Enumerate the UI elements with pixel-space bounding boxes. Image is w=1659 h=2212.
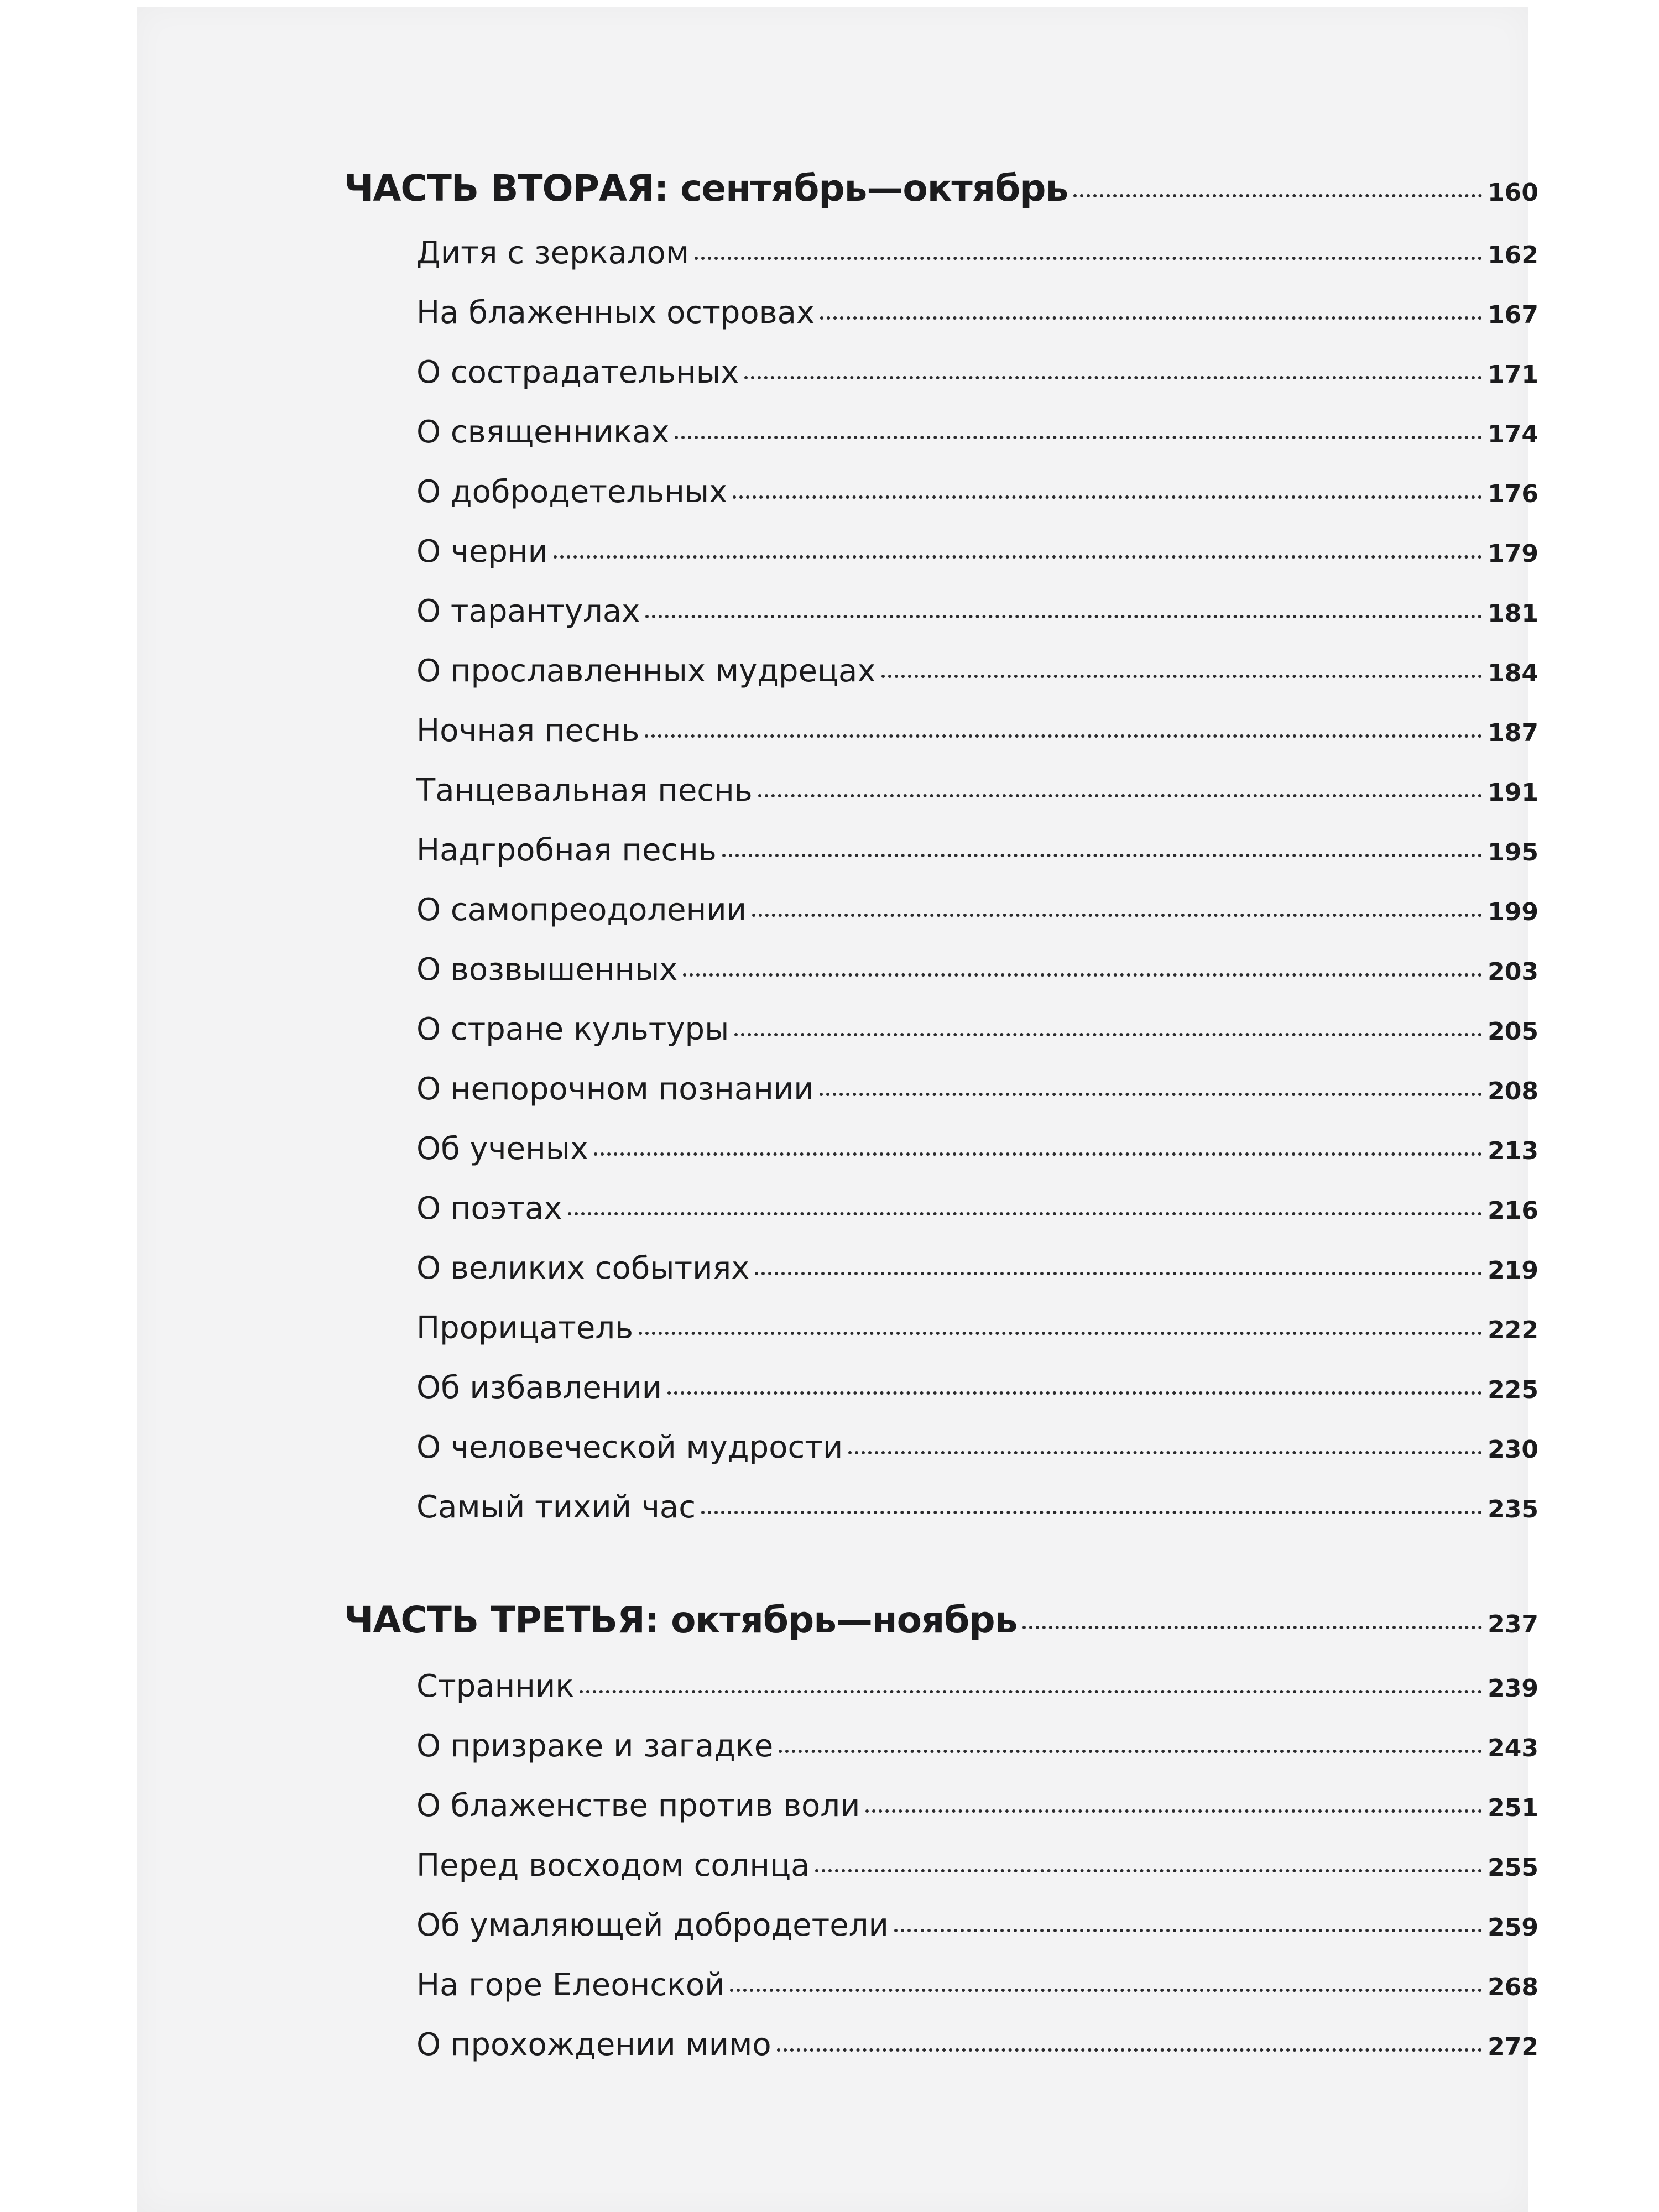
dot-leader — [594, 1152, 1482, 1156]
dot-leader — [683, 973, 1482, 977]
chapter-title: О тарантулах — [416, 593, 640, 629]
toc-entry — [416, 1907, 1538, 1943]
page-number: 171 — [1488, 361, 1538, 389]
page-number: 191 — [1488, 779, 1538, 807]
chapter-title: О добродетельных — [416, 474, 728, 510]
toc-entry — [416, 653, 1538, 689]
chapter-title: Прорицатель — [416, 1310, 634, 1346]
toc-entry — [416, 593, 1538, 629]
chapter-title: Об избавлении — [416, 1370, 662, 1406]
page-number: 219 — [1488, 1256, 1538, 1285]
toc-entry — [416, 1191, 1538, 1227]
page-number: 208 — [1488, 1077, 1538, 1105]
page-number: 167 — [1488, 301, 1538, 329]
dot-leader — [758, 794, 1482, 797]
page-number: 222 — [1488, 1316, 1538, 1344]
dot-leader — [645, 615, 1482, 618]
toc-entry — [416, 1370, 1538, 1406]
dot-leader — [554, 555, 1482, 559]
dot-leader — [744, 376, 1482, 379]
page-number: 225 — [1488, 1376, 1538, 1404]
dot-leader — [1073, 194, 1482, 197]
toc-part-heading — [344, 167, 1538, 210]
chapter-title: Об ученых — [416, 1131, 589, 1167]
chapter-title: Перед восходом солнца — [416, 1848, 810, 1884]
chapter-title: На блаженных островах — [416, 295, 815, 331]
page-number: 187 — [1488, 719, 1538, 747]
chapter-title: О блаженстве против воли — [416, 1788, 860, 1824]
chapter-title: О самопреодолении — [416, 892, 747, 928]
page-number: 162 — [1488, 241, 1538, 269]
toc-entry — [416, 1728, 1538, 1764]
chapter-title: Дитя с зеркалом — [416, 235, 690, 271]
toc-entry — [416, 235, 1538, 271]
page-number: 235 — [1488, 1495, 1538, 1524]
page-number: 205 — [1488, 1018, 1538, 1046]
toc-entry — [416, 1788, 1538, 1824]
toc-part-heading — [344, 1599, 1538, 1641]
dot-leader — [815, 1869, 1482, 1872]
book-page — [137, 7, 1538, 2212]
toc-entry — [416, 1250, 1538, 1286]
chapter-title: О призраке и загадке — [416, 1728, 774, 1764]
toc-entry — [416, 773, 1538, 808]
page-number: 179 — [1488, 540, 1538, 568]
dot-leader — [730, 1989, 1482, 1992]
toc-entry — [416, 474, 1538, 510]
dot-leader — [779, 1750, 1482, 1753]
page-number: 239 — [1488, 1674, 1538, 1703]
dot-leader — [695, 257, 1482, 260]
page-number: 259 — [1488, 1913, 1538, 1942]
page-number: 199 — [1488, 898, 1538, 926]
dot-leader — [568, 1212, 1483, 1215]
page-number: 230 — [1488, 1436, 1538, 1464]
dot-leader — [881, 675, 1483, 678]
chapter-title: О непорочном познании — [416, 1071, 814, 1107]
dot-leader — [820, 1093, 1483, 1096]
chapter-title: О возвышенных — [416, 952, 678, 988]
chapter-title: Танцевальная песнь — [416, 773, 753, 808]
chapter-title: Странник — [416, 1668, 575, 1704]
part-title: ЧАСТЬ ТРЕТЬЯ: октябрь—ноябрь — [344, 1599, 1018, 1641]
toc-entry — [416, 892, 1538, 928]
page-number: 251 — [1488, 1794, 1538, 1822]
toc-entry — [416, 713, 1538, 749]
dot-leader — [752, 914, 1482, 917]
toc-entry — [416, 1489, 1538, 1525]
page-number: 216 — [1488, 1197, 1538, 1225]
page-number: 272 — [1488, 2033, 1538, 2061]
chapter-title: О человеческой мудрости — [416, 1430, 843, 1465]
page-number: 195 — [1488, 838, 1538, 867]
toc-entry — [416, 1430, 1538, 1465]
page-number: 255 — [1488, 1854, 1538, 1882]
page-number: 174 — [1488, 420, 1538, 448]
chapter-title: Ночная песнь — [416, 713, 640, 749]
toc-entry — [416, 354, 1538, 390]
dot-leader — [820, 316, 1482, 320]
toc-entry — [416, 1011, 1538, 1047]
dot-leader — [667, 1391, 1482, 1395]
part-title: ЧАСТЬ ВТОРАЯ: сентябрь—октябрь — [344, 167, 1068, 210]
dot-leader — [777, 2048, 1482, 2052]
toc-entry — [416, 952, 1538, 988]
chapter-title: О священниках — [416, 414, 670, 450]
dot-leader — [755, 1272, 1482, 1275]
dot-leader — [894, 1929, 1482, 1932]
page-number: 184 — [1488, 659, 1538, 687]
dot-leader — [645, 734, 1482, 738]
chapter-title: О поэтах — [416, 1191, 562, 1227]
page-number: 203 — [1488, 958, 1538, 986]
toc-entry — [416, 1668, 1538, 1704]
toc-entry — [416, 1967, 1538, 2003]
chapter-title: О черни — [416, 534, 548, 570]
toc-entry — [416, 832, 1538, 868]
page-number: 268 — [1488, 1973, 1538, 2001]
page-number: 243 — [1488, 1734, 1538, 1762]
chapter-title: О прославленных мудрецах — [416, 653, 876, 689]
dot-leader — [639, 1332, 1482, 1335]
page-number: 237 — [1488, 1610, 1538, 1639]
page-number: 160 — [1488, 179, 1538, 207]
chapter-title: Об умаляющей добродетели — [416, 1907, 889, 1943]
toc-entry — [416, 1310, 1538, 1346]
dot-leader — [734, 1033, 1482, 1036]
toc-entry — [416, 295, 1538, 331]
chapter-title: О стране культуры — [416, 1011, 729, 1047]
chapter-title: На горе Елеонской — [416, 1967, 725, 2003]
dot-leader — [848, 1451, 1482, 1454]
dot-leader — [1022, 1626, 1482, 1629]
chapter-title: О сострадательных — [416, 354, 739, 390]
dot-leader — [580, 1690, 1482, 1693]
dot-leader — [675, 436, 1482, 439]
toc-entry — [416, 1848, 1538, 1884]
page-number: 176 — [1488, 480, 1538, 508]
toc-entry — [416, 2027, 1538, 2063]
chapter-title: О великих событиях — [416, 1250, 750, 1286]
toc-entry — [416, 1071, 1538, 1107]
page-number: 181 — [1488, 599, 1538, 628]
toc-entry — [416, 1131, 1538, 1167]
chapter-title: Самый тихий час — [416, 1489, 696, 1525]
toc-entry — [416, 414, 1538, 450]
toc-entry — [416, 534, 1538, 570]
chapter-title: О прохождении мимо — [416, 2027, 771, 2063]
dot-leader — [865, 1809, 1482, 1813]
dot-leader — [722, 854, 1482, 857]
chapter-title: Надгробная песнь — [416, 832, 717, 868]
page-number: 213 — [1488, 1137, 1538, 1165]
dot-leader — [701, 1511, 1482, 1514]
dot-leader — [733, 495, 1482, 499]
